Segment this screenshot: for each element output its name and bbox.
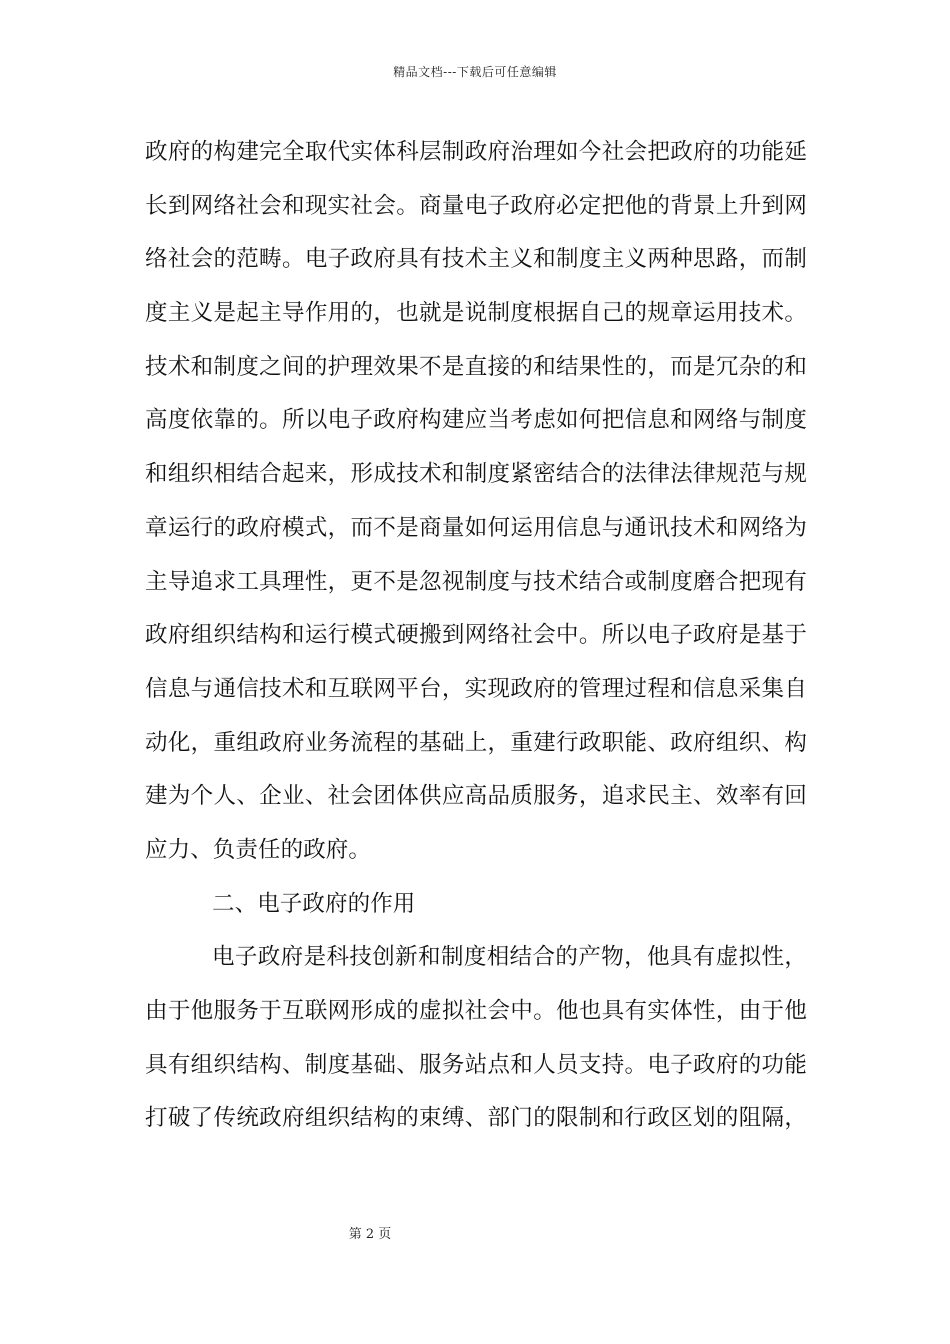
text-line: 络社会的范畴。电子政府具有技术主义和制度主义两种思路，而制	[145, 246, 807, 273]
text-line: 信息与通信技术和互联网平台，实现政府的管理过程和信息采集自	[145, 675, 807, 702]
text-line: 建为个人、企业、社会团体供应高品质服务，追求民主、效率有回	[145, 783, 807, 810]
text-line: 政府组织结构和运行模式硬搬到网络社会中。所以电子政府是基于	[145, 622, 807, 649]
text-line: 具有组织结构、制度基础、服务站点和人员支持。电子政府的功能	[145, 1051, 807, 1078]
page-number: 第 2 页	[348, 1227, 392, 1242]
text-line: 打破了传统政府组织结构的束缚、部门的限制和行政区划的阻隔，	[145, 1105, 807, 1132]
text-line: 应力、负责任的政府。	[145, 836, 372, 863]
text-line: 度主义是起主导作用的，也就是说制度根据自己的规章运用技术。	[145, 300, 807, 327]
text-line: 主导追求工具理性，更不是忽视制度与技术结合或制度磨合把现有	[145, 568, 807, 595]
text-line: 章运行的政府模式，而不是商量如何运用信息与通讯技术和网络为	[145, 514, 807, 541]
text-line: 政府的构建完全取代实体科层制政府治理如今社会把政府的功能延	[145, 139, 807, 165]
text-line: 由于他服务于互联网形成的虚拟社会中。他也具有实体性，由于他	[145, 998, 807, 1024]
text-line: 高度依靠的。所以电子政府构建应当考虑如何把信息和网络与制度	[145, 407, 807, 434]
text-line: 动化，重组政府业务流程的基础上，重建行政职能、政府组织、构	[145, 729, 807, 756]
text-line: 长到网络社会和现实社会。商量电子政府必定把他的背景上升到网	[145, 192, 807, 219]
section-heading: 二、电子政府的作用	[212, 890, 416, 917]
text-line: 技术和制度之间的护理效果不是直接的和结果性的，而是冗杂的和	[145, 353, 807, 380]
text-line: 和组织相结合起来，形成技术和制度紧密结合的法律法律规范与规	[145, 461, 807, 488]
body-text	[145, 132, 807, 1152]
text-line: 电子政府是科技创新和制度相结合的产物，他具有虚拟性，	[212, 944, 807, 971]
page-header: 精品文档---下载后可任意编辑	[393, 65, 557, 79]
